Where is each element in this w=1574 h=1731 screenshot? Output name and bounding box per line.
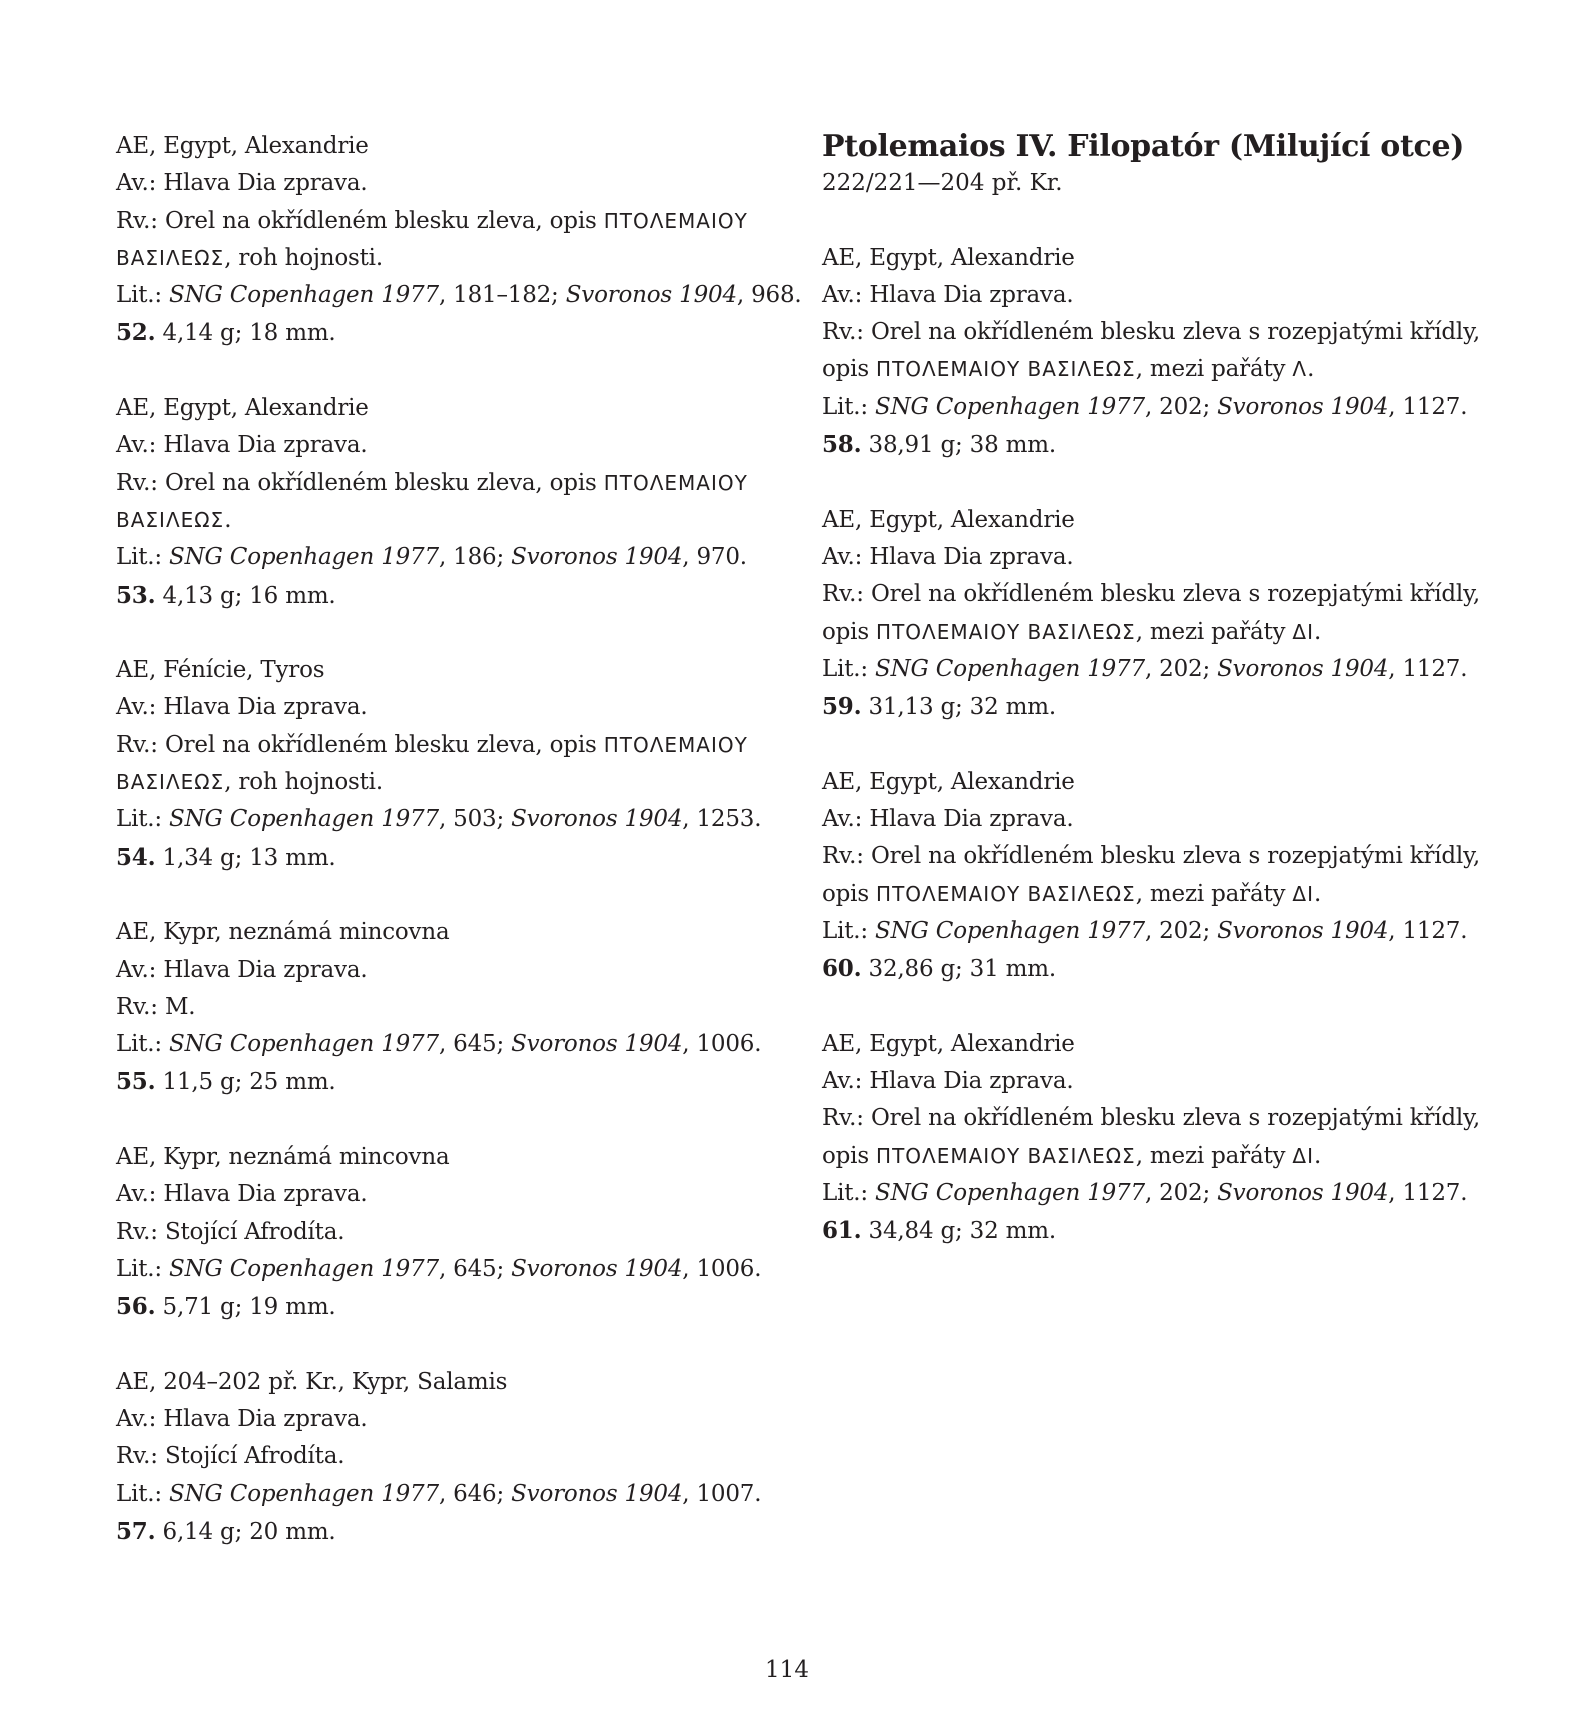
entry-number: 61. xyxy=(822,1217,862,1245)
greek-mark: ΔΙ xyxy=(1292,881,1315,906)
entry-origin: AE, Egypt, Alexandrie xyxy=(822,506,1075,533)
catalog-entry-60 xyxy=(822,764,1502,989)
entry-reverse-cont: opis ΠΤΟΛΕΜΑΙΟΥ ΒΑΣΙΛΕΩΣ, mezi pařáty ΔΙ. xyxy=(822,618,1322,645)
greek-legend: ΠΤΟΛΕΜΑΙΟΥ ΒΑΣΙΛΕΩΣ xyxy=(876,881,1136,906)
entry-measurements: 53. 4,13 g; 16 mm. xyxy=(116,581,336,609)
greek-legend: ΒΑΣΙΛΕΩΣ xyxy=(116,770,225,795)
entry-reverse-cont: opis ΠΤΟΛΕΜΑΙΟΥ ΒΑΣΙΛΕΩΣ, mezi pařáty ΔΙ. xyxy=(822,1142,1322,1169)
greek-legend: ΠΤΟΛΕΜΑΙΟΥ ΒΑΣΙΛΕΩΣ xyxy=(876,619,1136,644)
entry-literature: Lit.: SNG Copenhagen 1977, 503; Svoronos 1904, 1253. xyxy=(116,806,762,833)
left-column xyxy=(116,128,802,1589)
entry-literature: Lit.: SNG Copenhagen 1977, 646; Svoronos 1904, 1007. xyxy=(116,1480,762,1507)
entry-origin: AE, Kypr, neznámá mincovna xyxy=(116,919,450,946)
entry-reverse-cont: opis ΠΤΟΛΕΜΑΙΟΥ ΒΑΣΙΛΕΩΣ, mezi pařáty ΔΙ. xyxy=(822,880,1322,907)
right-column xyxy=(822,128,1502,1288)
entry-origin: AE, Egypt, Alexandrie xyxy=(822,768,1075,795)
entry-obverse: Av.: Hlava Dia zprava. xyxy=(116,1181,368,1208)
entry-origin: AE, 204–202 př. Kr., Kypr, Salamis xyxy=(116,1368,508,1395)
entry-measurements: 58. 38,91 g; 38 mm. xyxy=(822,431,1056,459)
entry-reverse-cont: opis ΠΤΟΛΕΜΑΙΟΥ ΒΑΣΙΛΕΩΣ, mezi pařáty Λ. xyxy=(822,356,1315,383)
greek-legend: ΠΤΟΛΕΜΑΙΟΥ xyxy=(603,732,748,757)
entry-measurements: 55. 11,5 g; 25 mm. xyxy=(116,1068,336,1096)
entry-measurements: 61. 34,84 g; 32 mm. xyxy=(822,1217,1056,1245)
entry-reverse: Rv.: Orel na okřídleném blesku zleva s rozepjatými křídly, xyxy=(822,1105,1480,1132)
entry-origin: AE, Kypr, neznámá mincovna xyxy=(116,1144,450,1171)
section-heading: Ptolemaios IV. Filopatór (Milující otce) xyxy=(822,129,1465,164)
entry-literature: Lit.: SNG Copenhagen 1977, 186; Svoronos 1904, 970. xyxy=(116,544,747,571)
entry-number: 59. xyxy=(822,693,862,721)
catalog-entry-53 xyxy=(116,390,796,615)
entry-number: 60. xyxy=(822,955,862,983)
entry-obverse: Av.: Hlava Dia zprava. xyxy=(116,1406,368,1433)
entry-reverse: Rv.: Orel na okřídleném blesku zleva, opis ΠΤΟΛΕΜΑΙΟΥ xyxy=(116,207,748,234)
entry-reverse: Rv.: Orel na okřídleném blesku zleva, opis ΠΤΟΛΕΜΑΙΟΥ xyxy=(116,731,748,758)
greek-mark: ΔΙ xyxy=(1292,1143,1315,1168)
entry-origin: AE, Egypt, Alexandrie xyxy=(822,1030,1075,1057)
catalog-entry-59 xyxy=(822,502,1502,727)
greek-legend: ΠΤΟΛΕΜΑΙΟΥ xyxy=(603,208,748,233)
entry-obverse: Av.: Hlava Dia zprava. xyxy=(116,694,368,721)
entry-reverse: Rv.: Stojící Afrodíta. xyxy=(116,1443,345,1470)
entry-reverse: Rv.: Orel na okřídleném blesku zleva s rozepjatými křídly, xyxy=(822,319,1480,346)
entry-measurements: 57. 6,14 g; 20 mm. xyxy=(116,1517,336,1545)
entry-origin: AE, Egypt, Alexandrie xyxy=(116,133,369,159)
page-number: 114 xyxy=(765,1657,809,1683)
entry-obverse: Av.: Hlava Dia zprava. xyxy=(822,1068,1074,1095)
entry-number: 54. xyxy=(116,843,156,871)
catalog-entry-57 xyxy=(116,1364,796,1551)
catalog-entry-61 xyxy=(822,1026,1502,1251)
entry-number: 56. xyxy=(116,1293,156,1321)
entry-literature: Lit.: SNG Copenhagen 1977, 645; Svoronos 1904, 1006. xyxy=(116,1031,762,1058)
catalog-entry-56 xyxy=(116,1139,796,1326)
entry-measurements: 60. 32,86 g; 31 mm. xyxy=(822,955,1056,983)
entry-number: 57. xyxy=(116,1517,156,1545)
entry-literature: Lit.: SNG Copenhagen 1977, 202; Svoronos 1904, 1127. xyxy=(822,1180,1468,1207)
entry-reverse: Rv.: Orel na okřídleném blesku zleva s rozepjatými křídly, xyxy=(822,843,1480,870)
entry-number: 55. xyxy=(116,1068,156,1096)
entry-obverse: Av.: Hlava Dia zprava. xyxy=(116,170,368,197)
greek-mark: ΔΙ xyxy=(1292,619,1315,644)
entry-obverse: Av.: Hlava Dia zprava. xyxy=(822,281,1074,308)
entry-origin: AE, Egypt, Alexandrie xyxy=(116,395,369,422)
entry-number: 52. xyxy=(116,319,156,347)
entry-reverse: Rv.: Stojící Afrodíta. xyxy=(116,1218,345,1245)
entry-literature: Lit.: SNG Copenhagen 1977, 202; Svoronos 1904, 1127. xyxy=(822,655,1468,682)
greek-legend: ΠΤΟΛΕΜΑΙΟΥ xyxy=(603,470,748,495)
entry-measurements: 54. 1,34 g; 13 mm. xyxy=(116,843,336,871)
entry-measurements: 52. 4,14 g; 18 mm. xyxy=(116,319,336,347)
entry-origin: AE, Egypt, Alexandrie xyxy=(822,244,1075,271)
catalog-entry-55 xyxy=(116,914,796,1101)
entry-origin: AE, Fénície, Tyros xyxy=(116,657,325,684)
entry-literature: Lit.: SNG Copenhagen 1977, 202; Svoronos 1904, 1127. xyxy=(822,393,1468,420)
catalog-entry-52 xyxy=(116,128,802,353)
greek-legend: ΒΑΣΙΛΕΩΣ xyxy=(116,245,225,270)
entry-number: 58. xyxy=(822,431,862,459)
entry-reverse: Rv.: Orel na okřídleném blesku zleva, opis ΠΤΟΛΕΜΑΙΟΥ xyxy=(116,469,748,496)
entry-obverse: Av.: Hlava Dia zprava. xyxy=(822,806,1074,833)
entry-reverse-cont: ΒΑΣΙΛΕΩΣ, roh hojnosti. xyxy=(116,769,383,796)
section-dates: 222/221—204 př. Kr. xyxy=(822,170,1063,196)
entry-literature: Lit.: SNG Copenhagen 1977, 645; Svoronos 1904, 1006. xyxy=(116,1255,762,1282)
entry-measurements: 56. 5,71 g; 19 mm. xyxy=(116,1293,336,1321)
entry-number: 53. xyxy=(116,581,156,609)
catalog-entry-54 xyxy=(116,652,796,877)
greek-legend: ΠΤΟΛΕΜΑΙΟΥ ΒΑΣΙΛΕΩΣ xyxy=(876,357,1136,382)
entry-reverse: Rv.: Orel na okřídleném blesku zleva s rozepjatými křídly, xyxy=(822,581,1480,608)
greek-legend: ΠΤΟΛΕΜΑΙΟΥ ΒΑΣΙΛΕΩΣ xyxy=(876,1143,1136,1168)
entry-literature: Lit.: SNG Copenhagen 1977, 181–182; Svoronos 1904, 968. xyxy=(116,282,802,309)
greek-mark: Λ xyxy=(1292,357,1308,382)
entry-measurements: 59. 31,13 g; 32 mm. xyxy=(822,693,1056,721)
entry-obverse: Av.: Hlava Dia zprava. xyxy=(116,956,368,983)
entry-reverse-cont: ΒΑΣΙΛΕΩΣ, roh hojnosti. xyxy=(116,244,383,271)
entry-literature: Lit.: SNG Copenhagen 1977, 202; Svoronos 1904, 1127. xyxy=(822,917,1468,944)
greek-legend: ΒΑΣΙΛΕΩΣ xyxy=(116,507,225,532)
entry-obverse: Av.: Hlava Dia zprava. xyxy=(822,543,1074,570)
catalog-entry-58 xyxy=(822,240,1502,465)
entry-obverse: Av.: Hlava Dia zprava. xyxy=(116,432,368,459)
entry-reverse-cont: ΒΑΣΙΛΕΩΣ. xyxy=(116,506,232,533)
entry-reverse: Rv.: M. xyxy=(116,993,196,1020)
